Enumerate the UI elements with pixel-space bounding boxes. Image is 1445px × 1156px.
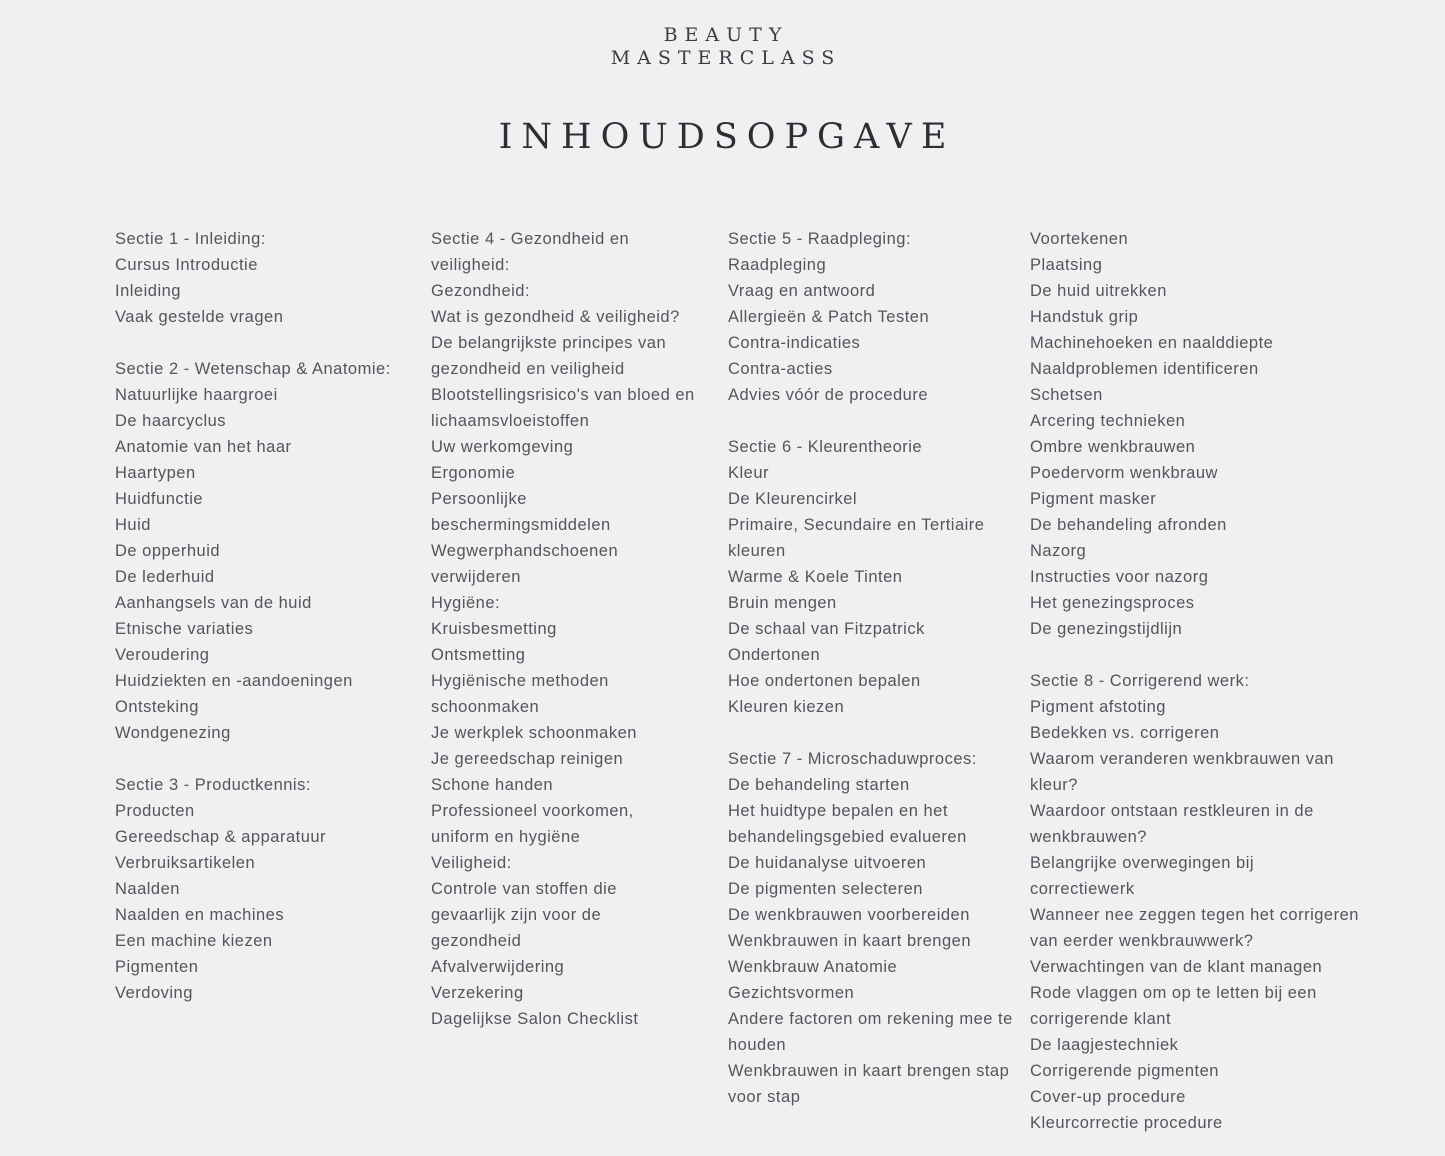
toc-entry: De Kleurencirkel <box>728 490 858 508</box>
toc-entry: Inleiding <box>115 282 181 300</box>
page-title <box>0 116 1445 158</box>
toc-entry: Ontsmetting <box>431 646 526 664</box>
toc-entry: behandelingsgebied evalueren <box>728 828 967 846</box>
toc-entry: gezondheid en veiligheid <box>431 360 625 378</box>
toc-entry: Hygiënische methoden <box>431 672 609 690</box>
section-heading: Sectie 5 - Raadpleging: <box>728 230 912 248</box>
toc-entry: Verdoving <box>115 984 193 1002</box>
toc-entry: Het genezingsproces <box>1030 594 1195 612</box>
toc-entry: Bedekken vs. corrigeren <box>1030 724 1220 742</box>
toc-entry: Schone handen <box>431 776 554 794</box>
toc-entry: Naalden en machines <box>115 906 285 924</box>
toc-column-1 <box>115 226 415 1006</box>
toc-entry: Corrigerende pigmenten <box>1030 1062 1219 1080</box>
toc-entry: De huidanalyse uitvoeren <box>728 854 927 872</box>
toc-entry: Veiligheid: <box>431 854 512 872</box>
toc-entry: De schaal van Fitzpatrick <box>728 620 925 638</box>
section-heading: Sectie 8 - Corrigerend werk: <box>1030 672 1250 690</box>
toc-entry: Je werkplek schoonmaken <box>431 724 637 742</box>
toc-entry: De wenkbrauwen voorbereiden <box>728 906 970 924</box>
section-gap <box>728 408 1023 434</box>
toc-entry: Huidfunctie <box>115 490 204 508</box>
toc-entry: Persoonlijke <box>431 490 527 508</box>
toc-entry: Ondertonen <box>728 646 821 664</box>
toc-entry: Verzekering <box>431 984 524 1002</box>
toc-entry: Wenkbrauw Anatomie <box>728 958 898 976</box>
toc-entry: De genezingstijdlijn <box>1030 620 1183 638</box>
toc-entry: uniform en hygiëne <box>431 828 581 846</box>
toc-entry: Raadpleging <box>728 256 827 274</box>
toc-entry: Huidziekten en -aandoeningen <box>115 672 353 690</box>
toc-entry: Gezichtsvormen <box>728 984 855 1002</box>
toc-entry: Etnische variaties <box>115 620 254 638</box>
toc-entry: Handstuk grip <box>1030 308 1139 326</box>
toc-entry: Naaldproblemen identificeren <box>1030 360 1259 378</box>
toc-entry: Wenkbrauwen in kaart brengen <box>728 932 972 950</box>
toc-entry: Gezondheid: <box>431 282 531 300</box>
toc-entry: Gereedschap & apparatuur <box>115 828 327 846</box>
toc-entry: De laagjestechniek <box>1030 1036 1179 1054</box>
toc-entry: Machinehoeken en naalddiepte <box>1030 334 1274 352</box>
toc-entry: De haarcyclus <box>115 412 227 430</box>
toc-entry: Kleuren kiezen <box>728 698 845 716</box>
toc-entry: Kleur <box>728 464 770 482</box>
toc-entry: Je gereedschap reinigen <box>431 750 624 768</box>
brand-logo <box>0 24 1445 70</box>
toc-entry: Controle van stoffen die <box>431 880 617 898</box>
toc-entry: Dagelijkse Salon Checklist <box>431 1010 639 1028</box>
toc-entry: Plaatsing <box>1030 256 1103 274</box>
toc-entry: Het huidtype bepalen en het <box>728 802 948 820</box>
toc-entry: Pigment masker <box>1030 490 1157 508</box>
toc-entry: Vraag en antwoord <box>728 282 876 300</box>
toc-entry: van eerder wenkbrauwwerk? <box>1030 932 1254 950</box>
toc-entry: Afvalverwijdering <box>431 958 565 976</box>
toc-entry: schoonmaken <box>431 698 540 716</box>
toc-entry: Haartypen <box>115 464 196 482</box>
toc-entry: Contra-acties <box>728 360 833 378</box>
toc-entry: Voortekenen <box>1030 230 1129 248</box>
toc-entry: Aanhangsels van de huid <box>115 594 312 612</box>
section-heading: Sectie 1 - Inleiding: <box>115 230 266 248</box>
page-title-text: INHOUDSOPGAVE <box>498 117 956 157</box>
toc-entry: Kruisbesmetting <box>431 620 557 638</box>
toc-entry: Warme & Koele Tinten <box>728 568 903 586</box>
toc-column-3 <box>728 226 1023 1110</box>
toc-entry: Verbruiksartikelen <box>115 854 256 872</box>
toc-column-2 <box>431 226 721 1032</box>
toc-entry: houden <box>728 1036 787 1054</box>
toc-entry: Poedervorm wenkbrauw <box>1030 464 1218 482</box>
brand-line-2: MASTERCLASS <box>610 47 842 69</box>
section-heading: Sectie 3 - Productkennis: <box>115 776 311 794</box>
toc-entry: correctiewerk <box>1030 880 1135 898</box>
toc-column-4 <box>1030 226 1370 1136</box>
toc-entry: Wondgenezing <box>115 724 231 742</box>
toc-entry: Uw werkomgeving <box>431 438 574 456</box>
toc-entry: lichaamsvloeistoffen <box>431 412 590 430</box>
section-heading: Sectie 7 - Microschaduwproces: <box>728 750 977 768</box>
toc-entry: Wegwerphandschoenen <box>431 542 619 560</box>
toc-entry: De opperhuid <box>115 542 221 560</box>
toc-entry: Belangrijke overwegingen bij <box>1030 854 1255 872</box>
toc-entry: De huid uitrekken <box>1030 282 1167 300</box>
toc-entry: Blootstellingsrisico's van bloed en <box>431 386 695 404</box>
toc-entry: Anatomie van het haar <box>115 438 292 456</box>
toc-entry: De belangrijkste principes van <box>431 334 667 352</box>
toc-entry: Waarom veranderen wenkbrauwen van <box>1030 750 1334 768</box>
toc-entry: Bruin mengen <box>728 594 837 612</box>
toc-entry: Wenkbrauwen in kaart brengen stap <box>728 1062 1010 1080</box>
toc-entry: Arcering technieken <box>1030 412 1186 430</box>
toc-entry: Kleurcorrectie procedure <box>1030 1114 1223 1132</box>
toc-entry: veiligheid: <box>431 256 510 274</box>
section-heading: Sectie 4 - Gezondheid en <box>431 230 630 248</box>
toc-entry: Wat is gezondheid & veiligheid? <box>431 308 680 326</box>
toc-entry: Pigment afstoting <box>1030 698 1166 716</box>
toc-entry: Veroudering <box>115 646 210 664</box>
toc-entry: Advies vóór de procedure <box>728 386 929 404</box>
toc-entry: beschermingsmiddelen <box>431 516 611 534</box>
toc-entry: Allergieën & Patch Testen <box>728 308 930 326</box>
toc-entry: De pigmenten selecteren <box>728 880 923 898</box>
toc-entry: kleuren <box>728 542 786 560</box>
toc-entry: Ontsteking <box>115 698 199 716</box>
toc-entry: Ergonomie <box>431 464 516 482</box>
toc-entry: Vaak gestelde vragen <box>115 308 284 326</box>
toc-entry: Nazorg <box>1030 542 1087 560</box>
toc-entry: wenkbrauwen? <box>1030 828 1147 846</box>
toc-entry: Cursus Introductie <box>115 256 258 274</box>
toc-entry: De behandeling afronden <box>1030 516 1227 534</box>
toc-entry: Instructies voor nazorg <box>1030 568 1209 586</box>
toc-entry: Natuurlijke haargroei <box>115 386 278 404</box>
toc-entry: Verwachtingen van de klant managen <box>1030 958 1323 976</box>
section-gap <box>728 720 1023 746</box>
brand-line-1: BEAUTY <box>663 24 789 46</box>
toc-entry: Producten <box>115 802 195 820</box>
toc-entry: Een machine kiezen <box>115 932 273 950</box>
toc-entry: verwijderen <box>431 568 521 586</box>
toc-entry: Naalden <box>115 880 180 898</box>
toc-entry: Professioneel voorkomen, <box>431 802 634 820</box>
toc-entry: Rode vlaggen om op te letten bij een <box>1030 984 1317 1002</box>
toc-entry: Hoe ondertonen bepalen <box>728 672 921 690</box>
toc-entry: Cover-up procedure <box>1030 1088 1186 1106</box>
section-gap <box>115 330 415 356</box>
toc-entry: Primaire, Secundaire en Tertiaire <box>728 516 985 534</box>
section-gap <box>115 746 415 772</box>
toc-entry: gezondheid <box>431 932 522 950</box>
toc-entry: Ombre wenkbrauwen <box>1030 438 1196 456</box>
toc-entry: De behandeling starten <box>728 776 910 794</box>
toc-entry: De lederhuid <box>115 568 215 586</box>
toc-entry: Wanneer nee zeggen tegen het corrigeren <box>1030 906 1359 924</box>
toc-entry: Hygiëne: <box>431 594 501 612</box>
section-gap <box>1030 642 1370 668</box>
toc-entry: voor stap <box>728 1088 801 1106</box>
toc-entry: gevaarlijk zijn voor de <box>431 906 602 924</box>
toc-entry: Andere factoren om rekening mee te <box>728 1010 1013 1028</box>
toc-entry: Schetsen <box>1030 386 1103 404</box>
section-heading: Sectie 6 - Kleurentheorie <box>728 438 923 456</box>
toc-entry: Pigmenten <box>115 958 199 976</box>
toc-entry: kleur? <box>1030 776 1078 794</box>
toc-entry: Huid <box>115 516 151 534</box>
section-heading: Sectie 2 - Wetenschap & Anatomie: <box>115 360 391 378</box>
toc-entry: Waardoor ontstaan restkleuren in de <box>1030 802 1314 820</box>
toc-entry: corrigerende klant <box>1030 1010 1172 1028</box>
toc-entry: Contra-indicaties <box>728 334 861 352</box>
